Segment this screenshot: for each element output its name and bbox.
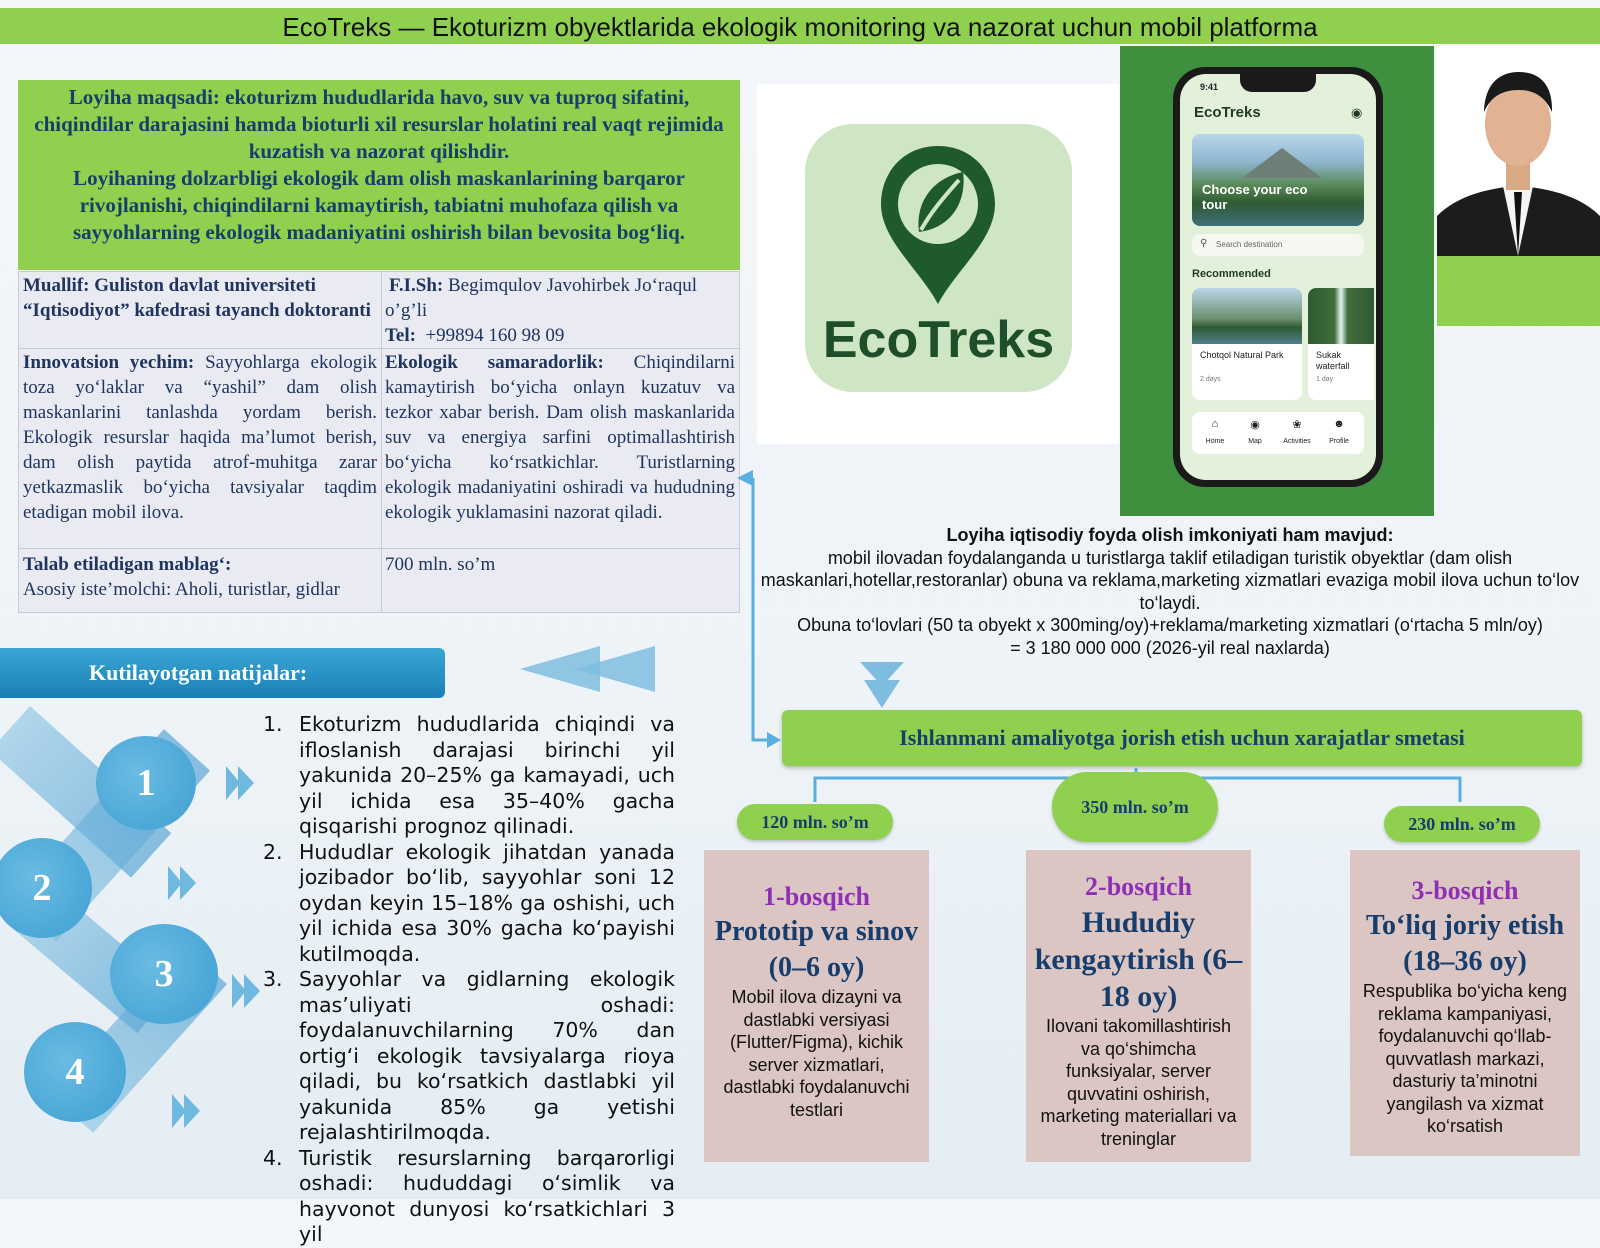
map-icon[interactable]: ◉ — [1250, 419, 1260, 431]
economics-formula: Obuna to‘lovlari (50 ta obyekt x 300ming/oy)+reklama/marketing xizmatlari (o‘rtacha 5 mln/oy) — [797, 615, 1543, 635]
relevance-text: Loyihaning dolzarbligi ekologik dam olish maskanlarining barqaror rivojlanishi, chiqindilarni kamaytirish, tabiatni muhofaza qilish va sayyohlarning ekologik madaniyatini oshirish bilan bevosita bog‘liq. — [72, 166, 686, 244]
step-badge: 4 — [24, 1022, 126, 1122]
nav-profile[interactable]: Profile — [1329, 438, 1349, 445]
search-placeholder: Search destination — [1216, 240, 1283, 249]
nav-home[interactable]: Home — [1205, 438, 1225, 445]
consumer-text: Asosiy iste’molchi: Aholi, turistlar, gidlar — [23, 579, 340, 600]
stage-label: 2-bosqich — [1085, 872, 1192, 901]
step-badge: 1 — [96, 736, 196, 830]
location-leaf-icon — [875, 140, 1001, 310]
fio-value: Begimqulov Javohirbek Jo‘raqul o’g’li — [385, 275, 698, 321]
nav-activities[interactable]: Activities — [1283, 438, 1311, 445]
step-badge: 3 — [110, 924, 218, 1024]
phone-screen — [1180, 74, 1376, 480]
profile-icon[interactable]: ☻ — [1333, 418, 1345, 430]
innovation-label: Innovatsion yechim: — [23, 352, 195, 373]
chevron-right-icon — [172, 1094, 200, 1128]
results-banner-label: Kutilayotgan natijalar: — [89, 660, 308, 685]
innovation-cell — [19, 350, 381, 525]
step-badge: 2 — [0, 838, 92, 938]
card-title: Sukak waterfall — [1316, 350, 1350, 371]
innovation-text: Sayyohlarga ekologik toza yo‘laklar va “yashil” dam olish maskanlarini tanlashda yordam berish. Ekologik resurslar haqida ma’lumot berish, dam olish paytida atrof-muhitga zarar yetkazmaslik bo‘yicha tavsiyalar taqdim etadigan mobil ilova. — [23, 352, 377, 523]
funding-cell — [19, 552, 381, 602]
location-pin-icon[interactable]: ◉ — [1351, 105, 1363, 120]
search-bar[interactable] — [1192, 234, 1364, 256]
list-item: 2. Hududlar ekologik jihatdan yanada jozibador bo‘lib, sayyohlar soni 12 oydan keyin 15–18% ga oshishi, uch yil ichida esa 30% gacha ko‘payishi kutilmoqda. — [263, 839, 675, 966]
goal-text: Loyiha maqsadi: ekoturizm hududlarida havo, suv va tuproq sifatini, chiqindilar darajasini hamda bioturli xil resurslar holatini real vaqt rejimida kuzatish va nazorat qilishdir. — [34, 85, 724, 163]
phone-notch — [1240, 74, 1316, 92]
stage-1-amount: 120 mln. so’m — [737, 804, 893, 840]
tel-label: Tel: — [385, 325, 416, 346]
stage-card — [1026, 850, 1251, 1162]
person-portrait-icon — [1437, 46, 1600, 256]
double-arrow-down-icon — [860, 662, 904, 708]
funding-label: Talab etiladigan mablag‘: — [23, 554, 232, 575]
eco-efficiency-text: Chiqindilarni kamaytirish bo‘yicha onlayn kuzatuv va tezkor xabar berish. Dam olish maskanlarida suv va energiya sarfini optimallashtirish bo‘yicha ko‘rsatkichlar. Turistlarning ekologik madaniyatini oshiradi va hududning ekologik yuklamasini nazorat qiladi. — [385, 352, 735, 523]
stage-label: 1-bosqich — [763, 882, 870, 911]
cost-estimate-header: Ishlanmani amaliyotga jorish etish uchun xarajatlar smetasi — [782, 710, 1582, 766]
contact-cell — [381, 273, 739, 348]
info-table — [18, 271, 740, 613]
stage-2-amount: 350 mln. so’m — [1052, 772, 1218, 842]
app-name: EcoTreks — [1194, 104, 1261, 121]
card-duration: 1 day — [1316, 376, 1334, 383]
results-list — [263, 712, 675, 1248]
eco-efficiency-label: Ekologik samaradorlik: — [385, 352, 604, 373]
result-text: Sayyohlar va gidlarning ekologik mas’uliyati oshadi: foydalanuvchilarning 70% dan ortig‘i ekologik tavsiyalarga rioya qiladi, bu ko‘rsatkich dastlabki yil yakunida 85% ga yetishi rejalashtirilmoqda. — [299, 967, 675, 1144]
nav-map[interactable]: Map — [1248, 438, 1262, 445]
stage-description: Mobil ilova dizayni va dastlabki versiyasi (Flutter/Figma), kichik server xizmatlari, dastlabki foydalanuvchi testlari — [723, 987, 910, 1120]
connector-arrow — [733, 470, 785, 750]
leaf-icon[interactable]: ❀ — [1292, 419, 1302, 431]
list-item: 3. Sayyohlar va gidlarning ekologik mas’uliyati oshadi: foydalanuvchilarning 70% dan ortig‘i ekologik tavsiyalarga rioya qiladi, bu ko‘rsatkich dastlabki yil yakunida 85% ga yetishi rejalashtirilmoqda. — [263, 967, 675, 1144]
card-title: Chotqol Natural Park — [1200, 350, 1284, 360]
eco-efficiency-cell — [381, 350, 739, 525]
stage-label: 3-bosqich — [1411, 876, 1519, 905]
funding-amount: 700 mln. so’m — [385, 554, 496, 575]
mountain-icon — [1242, 148, 1322, 178]
recommendation-card[interactable] — [1308, 288, 1374, 400]
stage-3-amount: 230 mln. so’m — [1384, 806, 1540, 842]
stage-name: Hududiy kengaytirish (6–18 oy) — [1034, 906, 1243, 1013]
hero-text: Choose your eco tour — [1202, 182, 1308, 212]
list-item: 1. Ekoturizm hududlarida chiqindi va ifloslanish darajasi birinchi yil yakunida 20–25% ga kamayadi, uch yil ichida esa 35–40% gacha qisqarishi prognoz qilinadi. — [263, 712, 675, 838]
list-item: 4. Turistik resurslarning barqarorligi oshadi: hududdagi o‘simlik va hayvonot dunyosi ko‘rsatkichlari 3 yil — [263, 1145, 675, 1246]
author-photo — [1437, 46, 1600, 256]
stage-description: Respublika bo‘yicha keng reklama kampaniyasi, foydalanuvchi qo‘llab-quvvatlash markazi, dasturiy ta’minotni yangilash va xizmat ko‘rsatish — [1362, 981, 1568, 1136]
chevron-right-icon — [226, 766, 254, 800]
card-duration: 2 days — [1200, 376, 1221, 383]
table-divider — [19, 548, 739, 549]
economics-section — [760, 524, 1580, 659]
search-icon: ⚲ — [1200, 238, 1208, 249]
card-image — [1308, 288, 1374, 344]
bottom-nav — [1192, 412, 1364, 454]
result-text: Ekoturizm hududlarida chiqindi va ifloslanish darajasi birinchi yil yakunida 20–25% ga kamayadi, uch yil ichida esa 35–40% gacha qisqarishi prognoz qilinadi. — [299, 712, 675, 838]
stage-card — [1350, 850, 1580, 1156]
recommendation-card[interactable] — [1192, 288, 1302, 400]
results-banner — [0, 648, 445, 698]
poster-title: EcoTreks — Ekoturizm obyektlarida ekologik monitoring va nazorat uchun mobil platforma — [0, 8, 1600, 44]
card-image — [1192, 288, 1302, 344]
tel-value: +99894 160 98 09 — [425, 325, 565, 346]
chevron-right-icon — [232, 974, 260, 1008]
economics-body: mobil ilovadan foydalanganda u turistlarga taklif etiladigan turistik obyektlar (dam olish maskanlari,hotellar,restoranlar) obuna va reklama,marketing xizmatlari evaziga mobil ilova uchun to‘lov to‘laydi. — [760, 547, 1580, 613]
economics-result: = 3 180 000 000 (2026-yil real naxlarda) — [1010, 637, 1330, 658]
stage-card — [704, 850, 929, 1162]
goal-box — [18, 80, 740, 270]
stage-name: To‘liq joriy etish (18–36 oy) — [1365, 910, 1565, 977]
result-text: Turistik resurslarning barqarorligi oshadi: hududdagi o‘simlik va hayvonot dunyosi ko‘rsatkichlari 3 yil — [299, 1145, 675, 1246]
economics-heading: Loyiha iqtisodiy foyda olish imkoniyati ham mavjud: — [946, 525, 1394, 545]
status-time: 9:41 — [1200, 82, 1219, 92]
fio-label: F.I.Sh: — [389, 275, 444, 296]
hero-card[interactable] — [1192, 134, 1364, 226]
author-cell: Muallif: Guliston davlat universiteti “Iqtisodiyot” kafedrasi tayanch doktoranti — [23, 275, 371, 321]
home-icon[interactable]: ⌂ — [1211, 418, 1219, 430]
result-text: Hududlar ekologik jihatdan yanada jozibador bo‘lib, sayyohlar soni 12 oydan keyin 15–18% ga oshishi, uch yil ichida esa 30% gacha ko‘payishi kutilmoqda. — [299, 839, 675, 966]
logo-wordmark: EcoTreks — [822, 311, 1055, 369]
stage-description: Ilovani takomillashtirish va qo‘shimcha funksiyalar, server quvvatini oshirish, marketing materiallari va treninglar — [1040, 1016, 1237, 1149]
chevron-right-icon — [168, 866, 196, 900]
table-divider — [19, 348, 739, 349]
photo-accent-block — [1437, 256, 1600, 326]
stage-name: Prototip va sinov (0–6 oy) — [714, 916, 919, 983]
double-arrow-left-icon — [520, 646, 655, 692]
recommended-heading: Recommended — [1192, 268, 1271, 280]
